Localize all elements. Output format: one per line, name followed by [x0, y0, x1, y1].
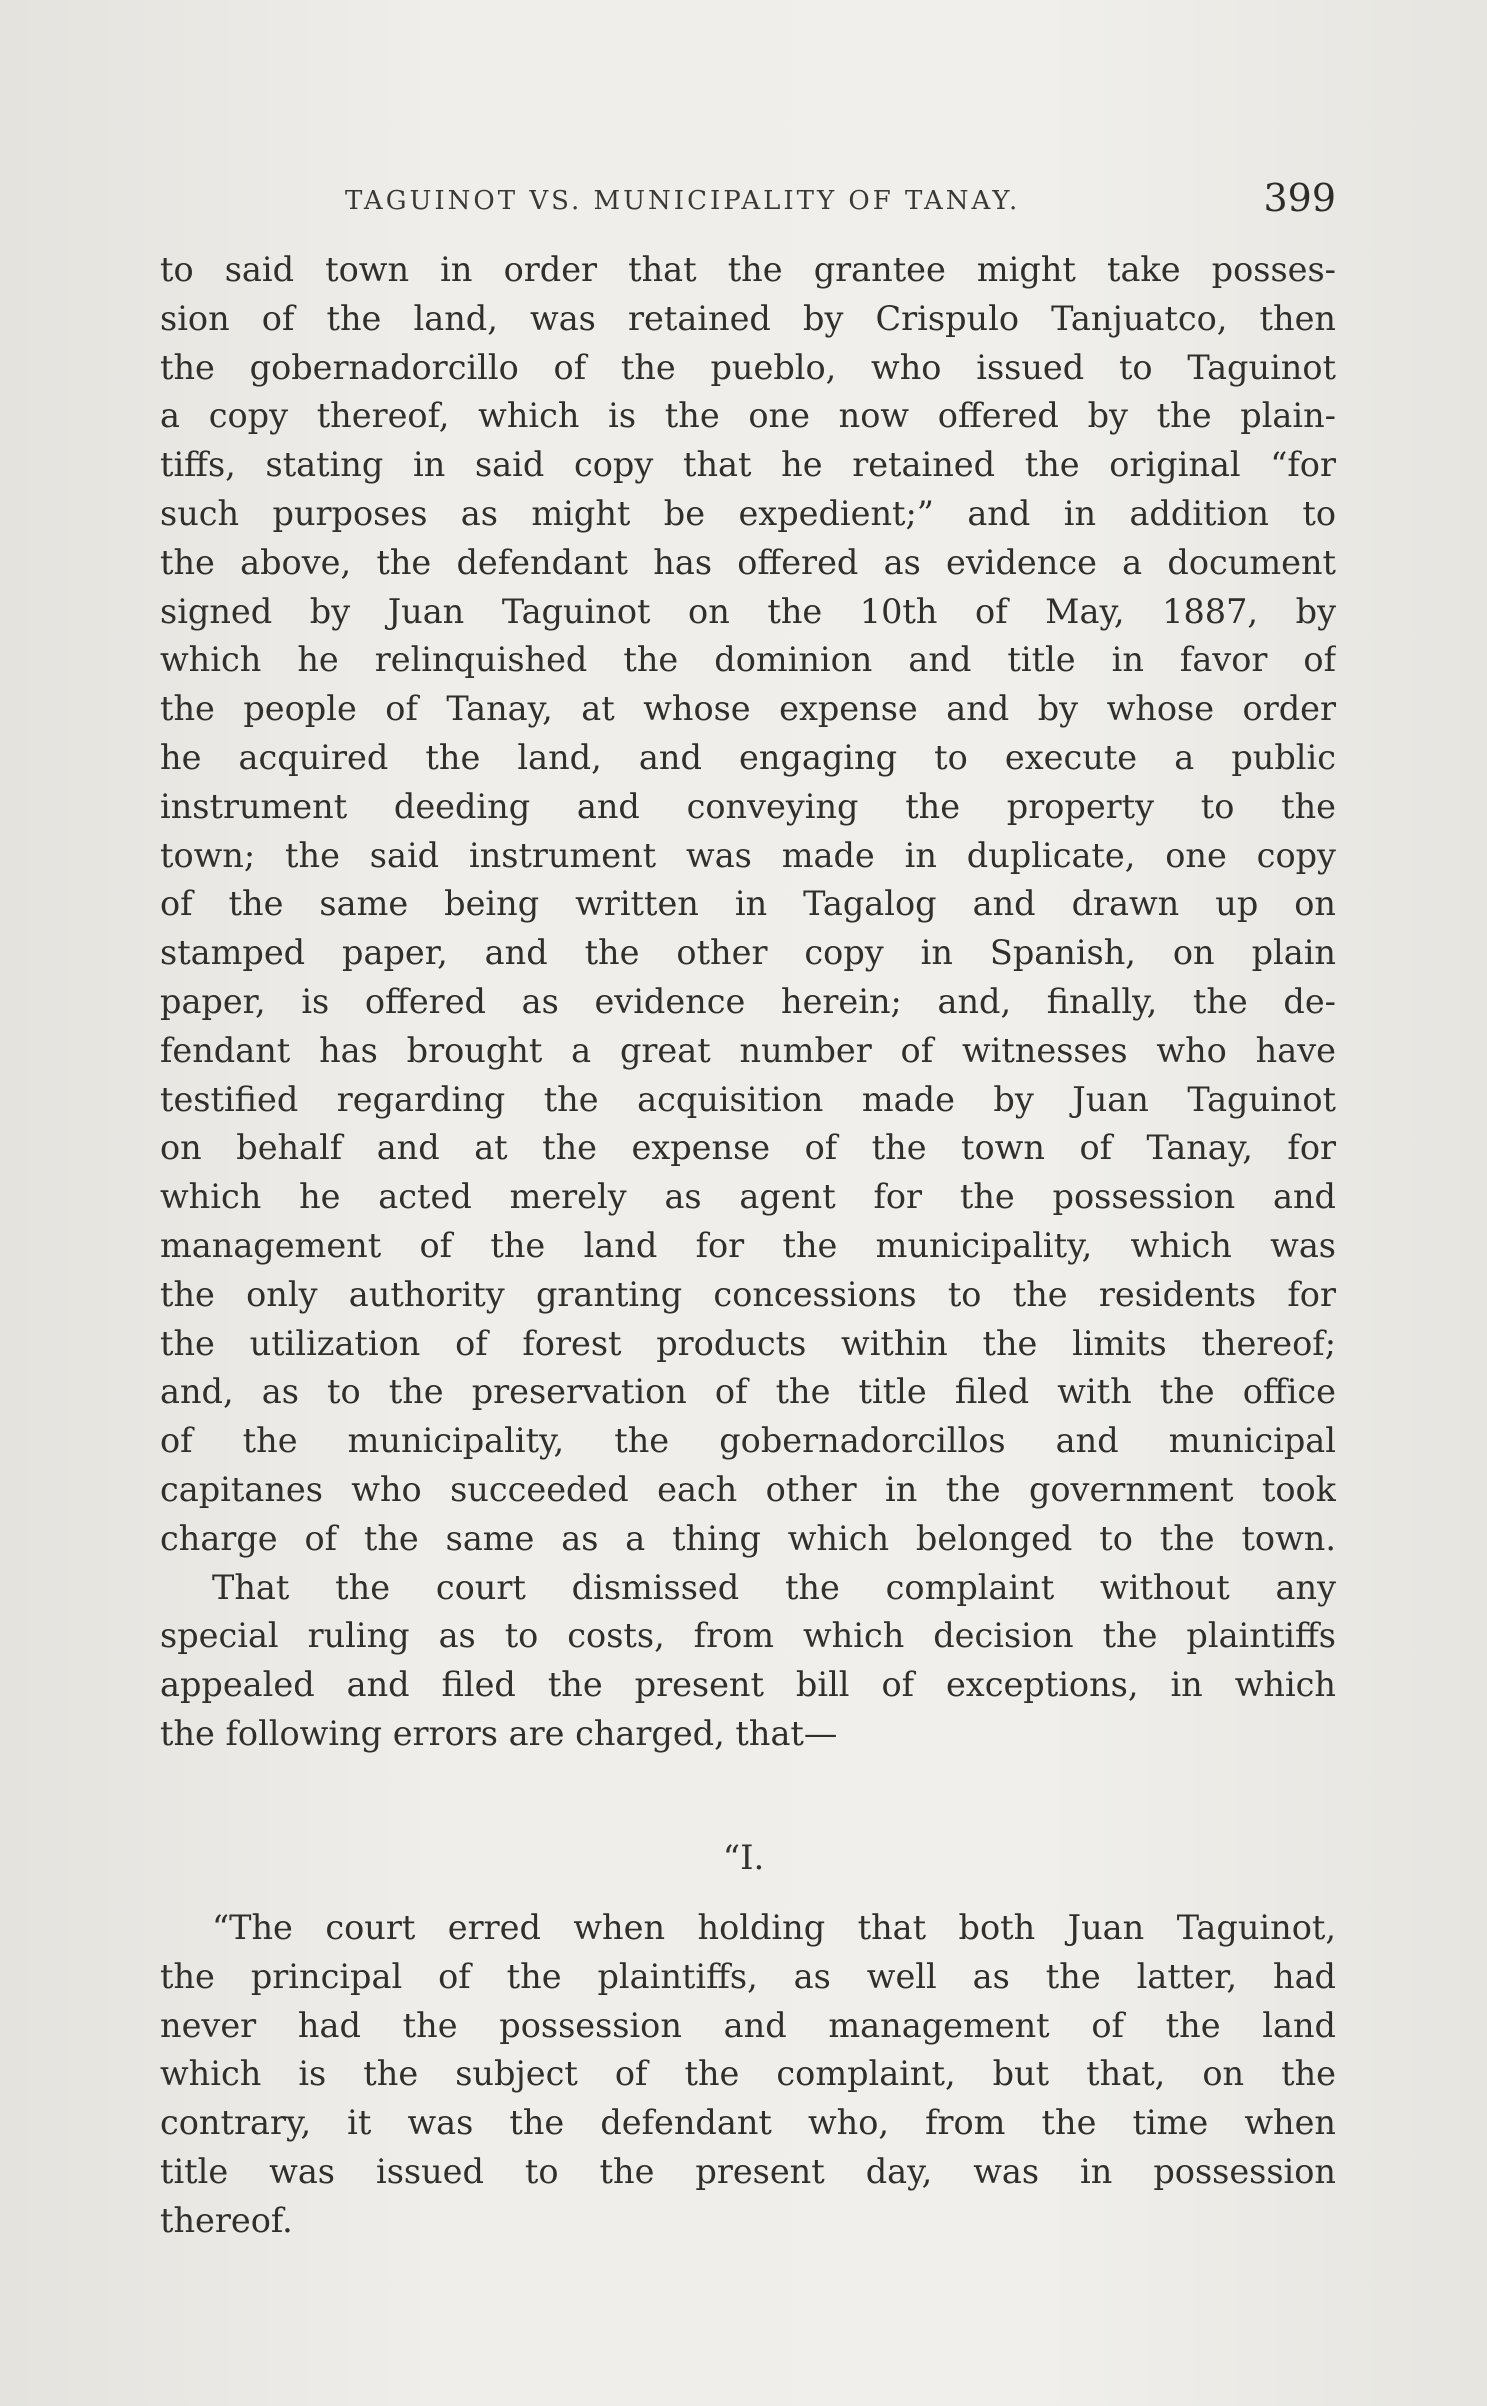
text-line: contrary, it was the defendant who, from the time when [160, 2103, 1336, 2143]
page-header [160, 176, 1336, 232]
text-line: the only authority granting concessions to the residents for [160, 1274, 1336, 1314]
text-line: charge of the same as a thing which belonged to the town. [160, 1518, 1336, 1558]
text-line: “The court erred when holding that both Juan Taguinot, [212, 1908, 1336, 1947]
section-mark: “I. [722, 1838, 765, 1878]
text-line: which is the subject of the complaint, but that, on the [160, 2054, 1336, 2094]
text-line: a copy thereof, which is the one now offered by the plain- [160, 396, 1336, 436]
text-line: town; the said instrument was made in duplicate, one copy [160, 835, 1336, 875]
text-line: testified regarding the acquisition made by Juan Taguinot [160, 1079, 1336, 1119]
text-line: fendant has brought a great number of witnesses who have [160, 1030, 1336, 1070]
text-line: to said town in order that the grantee might take posses- [160, 250, 1336, 289]
running-head: TAGUINOT VS. MUNICIPALITY OF TANAY. [345, 186, 1021, 216]
text-line: paper, is offered as evidence herein; and, finally, the de- [160, 981, 1336, 1021]
text-line: special ruling as to costs, from which decision the plaintiffs [160, 1616, 1336, 1656]
text-line: stamped paper, and the other copy in Spanish, on plain [160, 933, 1336, 973]
text-line: the people of Tanay, at whose expense and by whose order [160, 689, 1336, 729]
text-line: he acquired the land, and engaging to execute a public [160, 737, 1336, 777]
text-line: management of the land for the municipality, which was [160, 1225, 1336, 1265]
text-line: on behalf and at the expense of the town of Tanay, for [160, 1128, 1336, 1168]
quoted-error-paragraph [160, 1904, 1336, 2246]
text-line: such purposes as might be expedient;” and in addition to [160, 493, 1336, 533]
text-line: the utilization of forest products within the limits thereof; [160, 1323, 1336, 1363]
text-line: thereof. [160, 2200, 293, 2240]
text-line: the principal of the plaintiffs, as well as the latter, had [160, 1956, 1336, 1996]
text-line: capitanes who succeeded each other in the government took [160, 1469, 1336, 1509]
text-line: title was issued to the present day, was in possession [160, 2151, 1336, 2191]
text-line: the following errors are charged, that— [160, 1713, 838, 1753]
text-line: appealed and filed the present bill of exceptions, in which [160, 1665, 1336, 1705]
text-line: the gobernadorcillo of the pueblo, who issued to Taguinot [160, 347, 1336, 387]
text-line: of the same being written in Tagalog and drawn up on [160, 884, 1336, 924]
text-line: sion of the land, was retained by Crispulo Tanjuatco, then [160, 298, 1336, 338]
text-line: and, as to the preservation of the title filed with the office [160, 1372, 1336, 1412]
text-line: never had the possession and management of the land [160, 2005, 1336, 2045]
body-paragraph [160, 246, 1336, 1759]
text-line: the above, the defendant has offered as evidence a document [160, 542, 1336, 582]
text-line: instrument deeding and conveying the property to the [160, 786, 1336, 826]
text-line: That the court dismissed the complaint without any [212, 1567, 1336, 1607]
text-line: tiffs, stating in said copy that he retained the original “for [160, 445, 1336, 485]
text-line: of the municipality, the gobernadorcillos and municipal [160, 1421, 1336, 1461]
page-number: 399 [1263, 176, 1336, 220]
text-line: signed by Juan Taguinot on the 10th of May, 1887, by [160, 591, 1336, 631]
text-line: which he relinquished the dominion and title in favor of [160, 640, 1336, 680]
text-line: which he acted merely as agent for the possession and [160, 1177, 1336, 1217]
